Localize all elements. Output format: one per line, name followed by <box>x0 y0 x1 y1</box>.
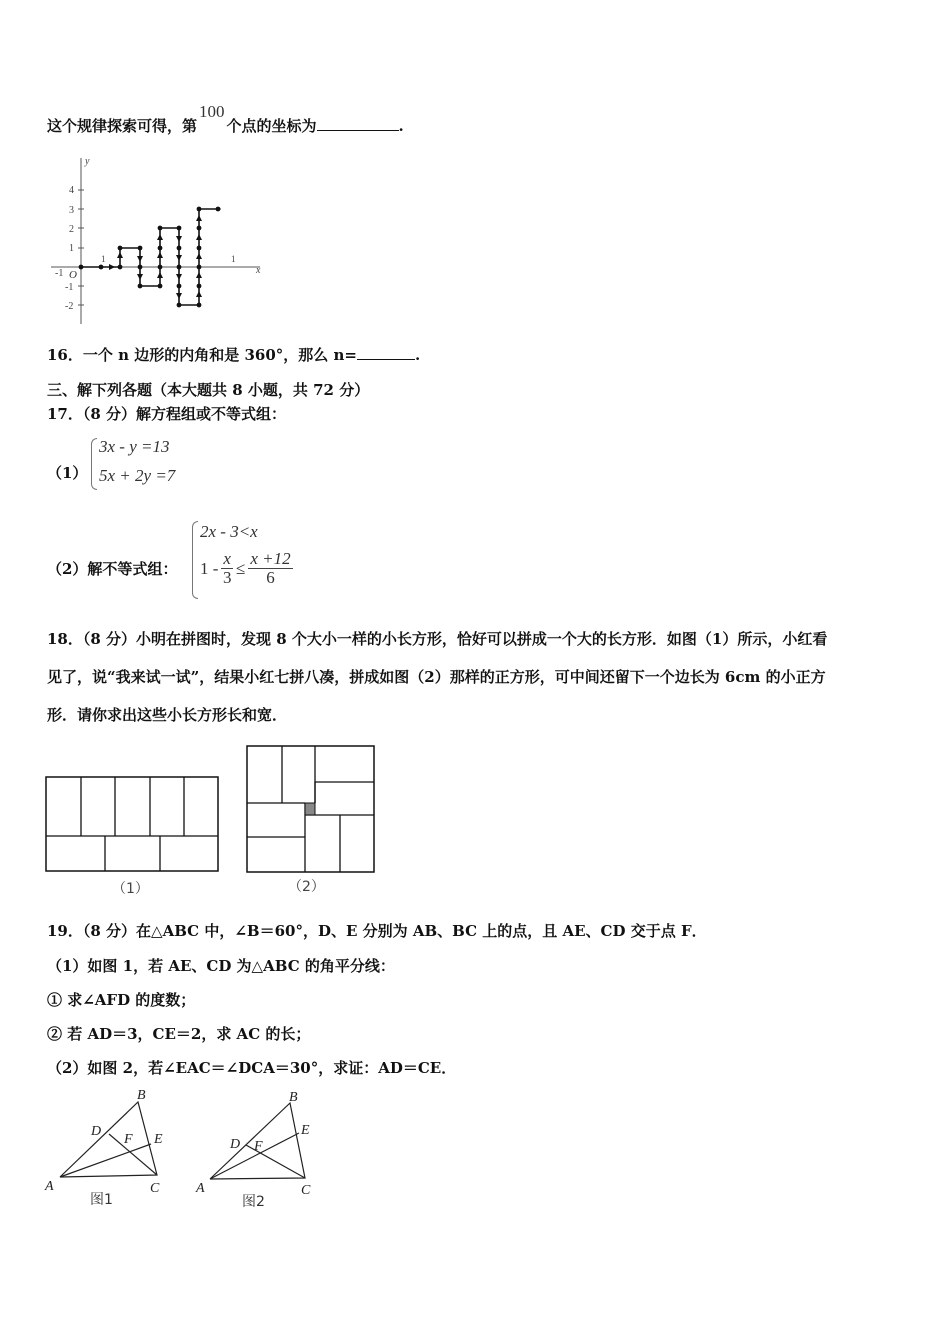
y-tick: -1 <box>65 282 74 293</box>
q18-line3: 形．请你求出这些小长方形长和宽． <box>47 706 288 724</box>
fig1-label-C: C <box>150 1181 160 1196</box>
q17-ineq2-den1: 3 <box>222 568 232 587</box>
q17-part2-ineq1: 2x - 3<x <box>200 522 258 541</box>
q17-ineq2-num2: x +12 <box>250 549 291 568</box>
graph-point <box>197 284 202 289</box>
graph-point <box>118 265 123 270</box>
q17-part1-eq2: 5x + 2y =7 <box>99 466 176 485</box>
q18-fig1-caption: （1） <box>112 881 149 897</box>
q17-ineq2-frac2 <box>248 550 292 587</box>
q16-end: . <box>414 346 421 364</box>
fig2-label-D: D <box>230 1137 241 1152</box>
fig2-label-F: F <box>254 1139 263 1154</box>
q17-ineq2-frac1 <box>221 550 233 587</box>
q17-ineq2-rel: ≤ <box>235 558 246 578</box>
q17-part2-ineq2 <box>200 550 293 587</box>
x-axis-label: x <box>256 265 261 276</box>
graph-point <box>197 246 202 251</box>
graph-point <box>177 246 182 251</box>
graph-point <box>177 226 182 231</box>
q16-text: 16．一个 n 边形的内角和是 360°，那么 n= <box>47 346 357 364</box>
q19-figure-2 <box>192 1086 322 1216</box>
q17-part1-brace <box>91 438 97 490</box>
fig1-label-F: F <box>124 1132 133 1147</box>
graph-point <box>158 226 163 231</box>
q16-line <box>47 345 420 365</box>
q15-end: . <box>398 117 404 135</box>
fig2-label-C: C <box>301 1183 311 1198</box>
x-tick: -1 <box>55 268 64 279</box>
graph-point <box>158 265 163 270</box>
fig1-label-E: E <box>154 1132 163 1147</box>
fig1-label-D: D <box>91 1124 102 1139</box>
fig2-caption: 图2 <box>242 1194 265 1210</box>
q15-line <box>47 102 404 136</box>
q16-answer-blank <box>357 345 415 360</box>
graph-point <box>118 246 123 251</box>
q19-line5: （2）如图 2，若∠EAC＝∠DCA＝30°，求证：AD＝CE． <box>47 1059 457 1077</box>
y-axis-label: y <box>85 156 90 167</box>
section-3-title: 三、解下列各题（本大题共 8 小题，共 72 分） <box>47 381 370 399</box>
q17-part1-eq1: 3x - y =13 <box>99 437 170 456</box>
q15-answer-blank <box>317 116 399 131</box>
q19-line4: ② 若 AD＝3，CE＝2，求 AC 的长； <box>47 1025 311 1043</box>
q19-line3: ① 求∠AFD 的度数； <box>47 991 196 1009</box>
fig2-label-B: B <box>289 1090 298 1105</box>
x-tick: 1 <box>101 254 106 264</box>
fig1-caption: 图1 <box>90 1192 113 1208</box>
y-tick: 4 <box>69 185 74 196</box>
q18-fig2-caption: （2） <box>288 879 325 895</box>
graph-point <box>197 303 202 308</box>
q17-part2-label: （2）解不等式组： <box>47 560 178 578</box>
fig1-label-A: A <box>45 1179 54 1194</box>
q19-line1: 19．（8 分）在△ABC 中，∠B＝60°，D、E 分别为 AB、BC 上的点，且 AE、CD 交于点 F． <box>47 922 707 940</box>
q18-line2: 见了，说“我来试一试”，结果小红七拼八凑，拼成如图（2）那样的正方形，可中间还留下一个边长为 6cm 的小正方 <box>47 668 826 686</box>
q18-figure-1 <box>44 775 222 875</box>
q19-figure-1 <box>40 1084 175 1214</box>
graph-point <box>158 284 163 289</box>
y-tick: 3 <box>69 205 74 216</box>
q18-line1: 18．（8 分）小明在拼图时，发现 8 个大小一样的小长方形，恰好可以拼成一个大的长方形．如图（1）所示，小红看 <box>47 630 828 648</box>
graph-point <box>99 265 104 270</box>
origin-label: O <box>69 269 77 281</box>
small-square-gap <box>305 803 315 815</box>
graph-point <box>177 265 182 270</box>
graph-point <box>216 207 221 212</box>
q17-part2-brace <box>192 521 198 599</box>
fig2-label-E: E <box>301 1123 310 1138</box>
q17-ineq2-lhs: 1 - <box>200 558 219 578</box>
fig1-label-B: B <box>137 1088 146 1103</box>
q15-suffix: 个点的坐标为 <box>226 117 317 135</box>
y-tick: 1 <box>69 243 74 254</box>
graph-point <box>197 226 202 231</box>
graph-point <box>197 207 202 212</box>
q17-title: 17．（8 分）解方程组或不等式组： <box>47 405 287 423</box>
q18-figure-2 <box>245 744 377 874</box>
q17-ineq2-den2: 6 <box>266 568 275 587</box>
x-tick: 1 <box>231 254 236 264</box>
y-tick: -2 <box>65 301 74 312</box>
graph-point <box>177 303 182 308</box>
graph-point <box>138 246 143 251</box>
coordinate-graph <box>45 152 270 327</box>
graph-point <box>158 246 163 251</box>
graph-point <box>138 284 143 289</box>
y-tick: 2 <box>69 224 74 235</box>
graph-point <box>79 265 84 270</box>
graph-point <box>138 265 143 270</box>
fig2-label-A: A <box>196 1181 205 1196</box>
graph-point <box>197 265 202 270</box>
q17-part1-label: （1） <box>47 464 88 482</box>
q19-line2: （1）如图 1，若 AE、CD 为△ABC 的角平分线： <box>47 957 395 975</box>
q15-prefix: 这个规律探索可得，第 <box>47 117 198 135</box>
q15-n: 100 <box>199 102 225 121</box>
graph-point <box>177 284 182 289</box>
q17-ineq2-num1: x <box>223 549 231 568</box>
